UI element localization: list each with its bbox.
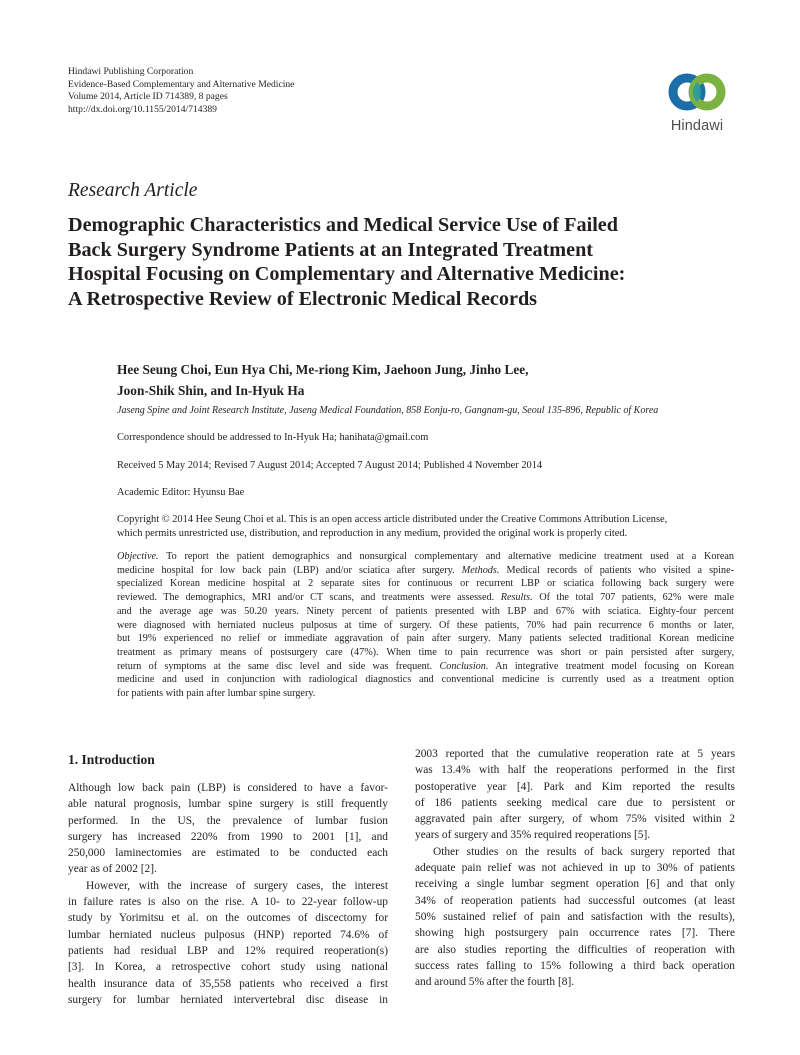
body-line: study by Yorimitsu et al. on the outcomes of discectomy for [68, 912, 388, 925]
title-line: A Retrospective Review of Electronic Medical Records [68, 288, 538, 311]
body-line: [3]. In Korea, a retrospective cohort study using national [68, 961, 388, 974]
body-line: are also studies reporting the difficulties of reoperation with [415, 943, 735, 956]
objective-text: medicine hospital for low back pain (LBP) and/or sciatica after surgery. [117, 564, 462, 576]
doi-link[interactable]: http://dx.doi.org/10.1155/2014/714389 [68, 103, 217, 115]
body-line: postoperative year [4]. Park and Kim reported the results [415, 780, 735, 793]
results-label: Results. [500, 592, 533, 604]
abstract-line: for patients with pain after lumbar spine surgery. [117, 688, 316, 700]
methods-text: reviewed. The demographics, MRI and/or CT scans, and treatments were assessed. [117, 592, 501, 604]
body-line: performed. In the US, the prevalence of lumbar fusion [68, 814, 388, 827]
affiliation: Jaseng Spine and Joint Research Institute, Jaseng Medical Foundation, 858 Eonju-ro, Gangnam-gu, Seoul 135-896, Republic of Korea [117, 405, 659, 416]
body-line: receiving a single lumbar segment operation [6] and that only [415, 878, 735, 891]
body-line: 50% sustained relief of pain and satisfaction with the results), [415, 910, 735, 923]
body-line: in failure rates is also on the rise. A 10- to 22-year follow-up [68, 896, 388, 909]
body-line: was 13.4% with half the reoperations performed in the first [415, 764, 735, 777]
hindawi-logo-mark-icon [661, 68, 733, 116]
title-line: Back Surgery Syndrome Patients at an Integrated Treatment [68, 238, 594, 261]
abstract-line [117, 564, 734, 578]
section-heading-introduction: 1. Introduction [68, 752, 155, 767]
author-line: Joon-Shik Shin, and In-Hyuk Ha [117, 382, 305, 398]
body-line: patients had residual LBP and 12% required reoperation(s) [68, 944, 388, 957]
body-line: health insurance data of 35,558 patients who received a first [68, 977, 388, 990]
conclusion-text: An integrative treatment model focusing on Korean [488, 660, 734, 672]
body-line: 2003 reported that the cumulative reoperation rate at 5 years [415, 748, 735, 760]
objective-text: To report the patient demographics and nonsurgical complementary and alternative medicine treatment used at a Korean [158, 551, 734, 562]
body-line: surgery for lumbar herniated intervertebral disc disease in [68, 993, 388, 1006]
body-line: years of surgery and 35% required reoperations [5]. [415, 829, 651, 842]
abstract-line: medicine and used in conjunction with radiological diagnostics and conventional medicine is currently used as a treatment option [117, 674, 734, 686]
copyright-line: Copyright © 2014 Hee Seung Choi et al. This is an open access article distributed under the Creative Commons Attribution License, [117, 514, 668, 525]
author-line: Hee Seung Choi, Eun Hya Chi, Me-riong Kim, Jaehoon Jung, Jinho Lee, [117, 362, 529, 377]
objective-label: Objective. [117, 551, 159, 562]
body-line: However, with the increase of surgery cases, the interest [86, 879, 388, 892]
body-line: aggravated pain after surgery, of whom 75% visited within 2 [415, 813, 735, 826]
publication-dates: Received 5 May 2014; Revised 7 August 2014; Accepted 7 August 2014; Published 4 November 2014 [117, 460, 543, 471]
academic-editor: Academic Editor: Hyunsu Bae [117, 487, 245, 498]
title-line: Demographic Characteristics and Medical Service Use of Failed [68, 214, 618, 236]
abstract-line [117, 660, 734, 674]
body-line: able natural prognosis, lumbar spine surgery is still frequently [68, 798, 388, 811]
journal-header [68, 66, 294, 116]
journal-name: Evidence-Based Complementary and Alternative Medicine [68, 78, 295, 90]
hindawi-wordmark: Hindawi [670, 118, 724, 134]
body-line: showing high postsurgery pain occurrence rates [7]. There [415, 927, 735, 940]
body-line: and around 5% after the fourth [8]. [415, 976, 575, 989]
methods-label: Methods. [461, 564, 500, 576]
methods-text: Medical records of patients who visited a spine- [499, 564, 734, 576]
results-text: return of symptoms at the same disc level and side was frequent. [117, 660, 440, 672]
article-title [68, 213, 748, 312]
volume-info: Volume 2014, Article ID 714389, 8 pages [68, 91, 228, 103]
conclusion-label: Conclusion. [439, 660, 489, 672]
article-type: Research Article [68, 180, 198, 201]
body-line: 34% of reoperation patients had successful outcomes (at least [415, 894, 735, 907]
body-column-right [415, 746, 735, 990]
body-line: Although low back pain (LBP) is considered to have a favor- [68, 782, 388, 794]
abstract-line [117, 550, 734, 564]
body-line: year as of 2002 [2]. [68, 863, 157, 876]
abstract [117, 550, 734, 701]
body-line: Other studies on the results of back surgery reported that [433, 845, 735, 858]
abstract-line: and the average age was 50.20 years. Ninety percent of patients presented with LBP and 67% with sciatica. Eighty-four percent [117, 605, 734, 617]
results-text: Of the total 707 patients, 62% were male [532, 592, 734, 604]
publisher-name: Hindawi Publishing Corporation [68, 66, 194, 77]
correspondence: Correspondence should be addressed to In-Hyuk Ha; hanihata@gmail.com [117, 432, 429, 443]
body-line: surgery has increased 220% from 1990 to 2001 [1], and [68, 830, 388, 843]
hindawi-logo [661, 68, 733, 132]
copyright-line: which permits unrestricted use, distribution, and reproduction in any medium, provided the original work is properly cited. [117, 527, 628, 539]
body-line: of 186 patients seeking medical care due to persistent or [415, 796, 735, 809]
body-line: lumbar herniated nucleus pulposus (HNP) reported 74.6% of [68, 928, 388, 941]
body-line: success rates falling to 15% following a third back operation [415, 959, 735, 972]
abstract-line: but 19% experienced no relief or immediate aggravation of pain after surgery. Many patients selected traditional Korean medicine [117, 633, 734, 645]
body-line: adequate pain relief was not achieved in up to 30% of patients [415, 862, 735, 875]
body-line: 250,000 laminectomies are estimated to be conducted each [68, 847, 388, 860]
abstract-line: treatment as primary means of postsurgery care (47%). When time to pain recurrence was short or pain persisted after surgery, [117, 646, 734, 658]
body-column-left [68, 780, 388, 1008]
abstract-line: were diagnosed with herniated nucleus pulposus at time of surgery. Of these patients, 70% had pain recurrence 6 months or later, [117, 619, 734, 631]
copyright-notice [117, 513, 667, 540]
abstract-line [117, 591, 734, 605]
author-list [117, 360, 529, 401]
title-line: Hospital Focusing on Complementary and Alternative Medicine: [68, 263, 626, 286]
abstract-line: specialized Korean medicine hospital at 2 separate sites for continuous or recurrent LBP or sciatica following back surgery were [117, 578, 734, 590]
